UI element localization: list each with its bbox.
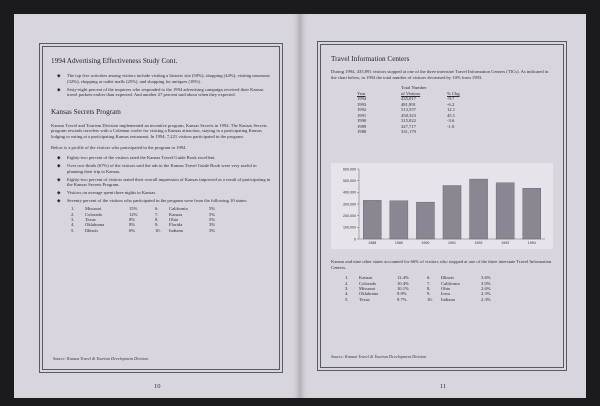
state-cell-pct2: 5% <box>209 206 216 212</box>
cell-visitors: 327,717 <box>401 123 416 129</box>
state-cell-pct2: 3.6% <box>481 275 491 281</box>
cell-visitors: 481,891 <box>401 101 416 107</box>
x-tick-label: 1989 <box>394 241 403 245</box>
state-cell-name2: Ohio <box>169 217 179 223</box>
state-cell-name2: Illinois <box>441 275 455 281</box>
state-cell-num2: 6. <box>155 206 159 212</box>
page-heading: 1994 Advertising Effectiveness Study Cont. <box>51 57 178 65</box>
state-cell-name: Missouri <box>85 206 102 212</box>
state-cell-num2: 9. <box>155 222 159 228</box>
state-cell-name2: California <box>441 280 460 286</box>
bullet-item: ◆ Sixty-eight percent of the inquirers who responded to the 1994 advertising campaign received their Kansas travel packets earlier than expected. And another 27 percent said about when they expected. <box>51 87 271 98</box>
state-cell-num2: 8. <box>427 286 431 291</box>
cell-chg: -6.2 <box>447 101 455 107</box>
bullet-item: ◆ Visitors on average spent three nights in Kansas. <box>51 190 271 196</box>
left-page-frame <box>42 46 280 370</box>
state-cell-num: 4. <box>71 222 75 228</box>
state-cell-num2: 7. <box>427 280 431 286</box>
left-page <box>14 14 300 398</box>
cell-chg: 45.1 <box>447 112 456 118</box>
y-tick-label: 200,000 <box>343 213 356 218</box>
x-tick-label: 1988 <box>368 241 377 245</box>
bar-chart-svg <box>331 163 553 249</box>
cell-year: 1992 <box>357 107 367 113</box>
table-row <box>357 129 460 135</box>
states-table <box>343 275 499 302</box>
state-cell-num: 2. <box>345 280 349 286</box>
cell-chg: -9.7 <box>447 96 455 102</box>
state-cell-num2: 8. <box>155 217 159 223</box>
bullet-item: ◆ Eighty-two percent of visitors stated their overall impression of Kansas improved as a result of participating in the Kansas Secrets Program. <box>51 177 271 188</box>
state-cell-pct2: 3% <box>209 222 216 228</box>
page-heading: Travel Information Centers <box>331 55 410 63</box>
visitors-bar-chart <box>331 163 553 249</box>
state-cell-pct: 6% <box>129 227 136 233</box>
cell-year: 1994 <box>357 96 367 102</box>
y-tick-label: 0 <box>354 237 356 242</box>
state-cell-name2: California <box>169 206 188 212</box>
bar-1989 <box>390 201 408 239</box>
tic-intro-paragraph: During 1994, 435,891 visitors stopped at one of the three interstate Travel Information Centers (TICs). As indicated in the chart below, in 1994 the total number of visitors decreased by 10% from 1993. <box>331 69 549 80</box>
x-tick-label: 1990 <box>421 241 430 245</box>
bullet-item: ◆ Over two-thirds (67%) of the visitors said the ads in the Kansas Travel Guide Book were very useful in planning their trip to Kansas. <box>51 163 271 174</box>
state-cell-num: 5. <box>71 227 75 233</box>
table-caption: Total Number <box>401 85 427 90</box>
cell-year: 1993 <box>357 101 367 107</box>
state-cell-pct2: 3.0% <box>481 280 491 286</box>
cell-visitors: 435,017 <box>401 96 416 102</box>
state-row <box>343 297 499 302</box>
cell-visitors: 458,323 <box>401 112 416 118</box>
bar-1994 <box>523 188 541 239</box>
state-cell-num2: 10. <box>427 296 433 302</box>
cell-chg: -1.0 <box>447 123 455 129</box>
x-tick-label: 1993 <box>501 241 510 245</box>
state-cell-num: 3. <box>71 217 75 223</box>
source-note: Source: Kansas Travel & Tourism Development Division <box>331 354 427 359</box>
state-cell-pct: 15% <box>129 206 138 212</box>
state-cell-num: 5. <box>345 296 349 302</box>
bullet-list-top <box>51 73 271 98</box>
visitors-table-wrap <box>357 85 460 135</box>
profile-paragraph: Below is a profile of the visitors who participated in the program in 1994. <box>51 144 187 150</box>
x-tick-label: 1994 <box>527 241 536 245</box>
x-tick-label: 1991 <box>448 241 456 245</box>
y-tick-label: 600,000 <box>343 167 356 172</box>
y-tick-label: 500,000 <box>343 178 356 183</box>
cell-visitors: 315,822 <box>401 118 416 124</box>
state-cell-num: 3. <box>345 286 349 291</box>
cell-year: 1990 <box>357 118 367 124</box>
cell-visitors: 331,179 <box>401 129 416 135</box>
state-cell-name2: Florida <box>169 222 183 228</box>
source-note: Source: Kansas Travel & Tourism Development Division <box>53 356 149 361</box>
state-cell-pct: 9.7% <box>397 296 407 302</box>
state-cell-pct: 12.4% <box>397 275 409 281</box>
cell-chg: 12.1 <box>447 107 456 113</box>
right-page <box>300 14 586 398</box>
states-table <box>69 206 225 233</box>
cell-chg <box>447 129 460 135</box>
state-cell-pct: 10.4% <box>397 280 409 286</box>
bar-1990 <box>416 202 434 239</box>
states-paragraph: Kansas and nine other states accounted for 66% of visitors who stopped at one of the three interstate Travel Information Centers. <box>331 259 552 270</box>
visitors-table <box>357 91 460 135</box>
cell-chg: -3.6 <box>447 118 455 124</box>
state-cell-num: 1. <box>345 275 349 281</box>
bar-1992 <box>470 179 488 239</box>
bar-1991 <box>443 186 461 239</box>
state-cell-pct2: 2.6% <box>481 286 491 291</box>
state-cell-name: Missouri <box>359 286 376 291</box>
page-number: 11 <box>440 383 447 390</box>
state-cell-name: Colorado <box>85 211 103 217</box>
cell-visitors: 513,557 <box>401 107 416 113</box>
state-cell-pct2: 2.3% <box>481 291 491 297</box>
col-year-header: Year <box>357 90 366 96</box>
page-number: 10 <box>154 383 161 390</box>
state-cell-name: Kansas <box>359 275 373 281</box>
bullet-item: ◆ Eighty-two percent of the visitors rated the Kansas Travel Guide Book excellent. <box>51 155 271 161</box>
book-spread <box>14 14 586 398</box>
state-cell-pct: 9.8% <box>397 291 407 297</box>
state-cell-num2: 9. <box>427 291 431 297</box>
state-cell-name: Colorado <box>359 280 377 286</box>
state-cell-num: 2. <box>71 211 75 217</box>
cell-year: 1989 <box>357 123 367 129</box>
state-cell-pct: 10.1% <box>397 286 409 291</box>
state-cell-name: Oklahoma <box>85 222 105 228</box>
state-cell-num: 1. <box>71 206 75 212</box>
state-cell-name: Texas <box>85 217 96 223</box>
y-tick-label: 300,000 <box>343 202 356 207</box>
state-cell-pct: 8% <box>129 217 136 223</box>
state-cell-name2: Iowa <box>441 291 451 297</box>
y-tick-label: 400,000 <box>343 190 356 195</box>
state-cell-name2: Indiana <box>441 296 455 302</box>
col-chg-header: % Chg <box>447 90 460 96</box>
state-cell-name2: Kansas <box>169 211 183 217</box>
bar-1993 <box>496 183 514 239</box>
state-cell-pct2: 2.3% <box>481 296 491 302</box>
state-cell-num2: 10. <box>155 227 161 233</box>
state-cell-name: Oklahoma <box>359 291 379 297</box>
state-cell-num: 4. <box>345 291 349 297</box>
bullet-item: ◆ The top five activities among visitors include visiting a historic site (50%), shopping (44%), visiting museums (32%), shopping at outlet malls (25%), and shopping for antiques (18%). <box>51 73 271 84</box>
bar-1988 <box>363 200 381 239</box>
section-heading: Kansas Secrets Program <box>51 107 121 116</box>
state-cell-name: Illinois <box>85 227 99 233</box>
y-tick-label: 100,000 <box>343 225 356 230</box>
x-tick-label: 1992 <box>474 241 483 245</box>
state-cell-pct: 8% <box>129 222 136 228</box>
cell-year: 1991 <box>357 112 367 118</box>
col-visitors-header: of Visitors <box>401 90 421 96</box>
state-cell-name2: Indiana <box>169 227 183 233</box>
state-cell-pct2: 5% <box>209 217 216 223</box>
cell-year: 1988 <box>357 129 367 135</box>
right-page-frame <box>320 44 564 368</box>
state-cell-num2: 6. <box>427 275 431 281</box>
state-row <box>69 228 225 233</box>
kansas-secrets-paragraph: Kansas Travel and Tourism Division implemented an incentive program, Kansas Secrets in 1992. The Kansas Secrets program rewards travelers with a Coleman cooler for visiting a Kansas attraction, staying in a participating Kansas lodging or eating at a participating Kansas restaurant. In 1994, 7,221 visitors participated in the program. <box>51 122 267 139</box>
state-cell-num2: 7. <box>155 211 159 217</box>
state-cell-pct2: 3% <box>209 227 216 233</box>
state-cell-pct: 12% <box>129 211 138 217</box>
state-cell-name2: Ohio <box>441 286 451 291</box>
state-cell-pct2: 5% <box>209 211 216 217</box>
state-cell-name: Texas <box>359 296 370 302</box>
bullet-item: ◆ Seventy percent of the visitors who participated in the program were from the following 10 states: <box>51 198 271 204</box>
bullet-list-bottom <box>51 155 271 204</box>
